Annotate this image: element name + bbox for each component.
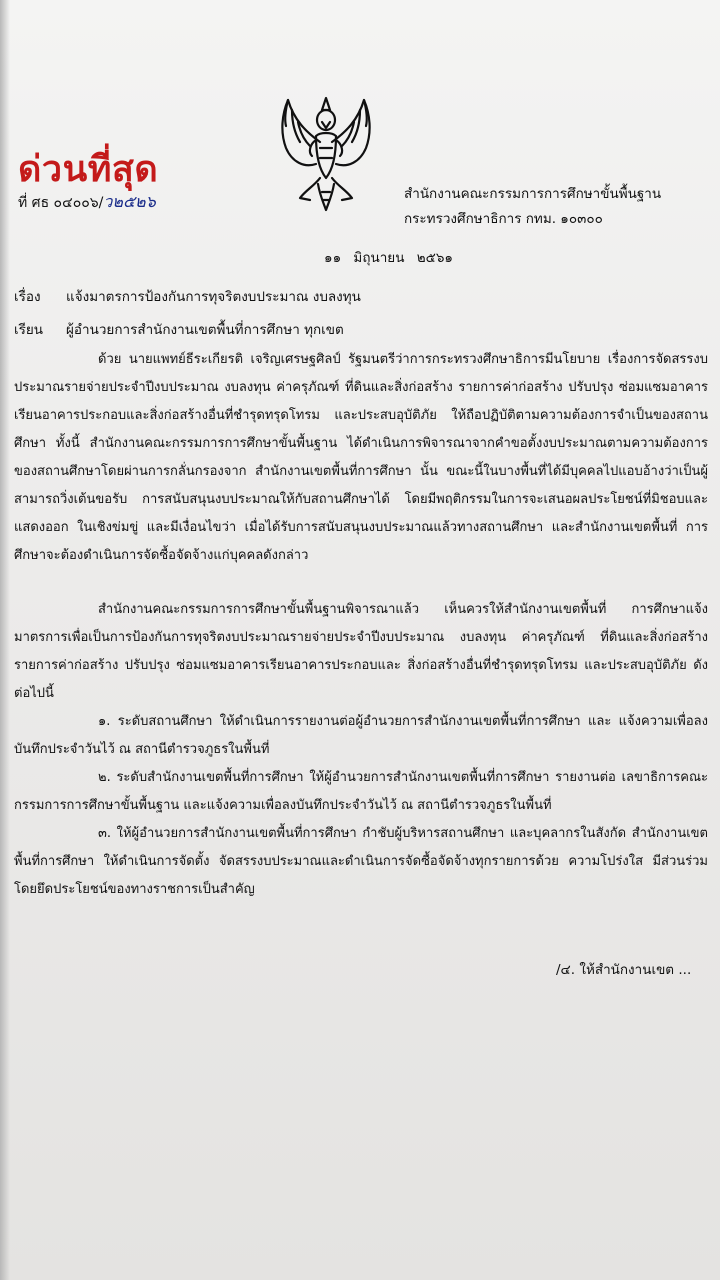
document-number-handwritten: ว๒๕๒๖ [103,192,156,211]
garuda-emblem-icon [270,92,382,212]
recipient-row [14,318,704,340]
issuing-agency [404,182,661,232]
recipient-label: เรียน [14,322,44,338]
subject-label: เรื่อง [14,289,41,305]
recipient-text: ผู้อำนวยการสำนักงานเขตพื้นที่การศึกษา ทุกเขต [66,322,344,338]
list-item: ๑. ระดับสถานศึกษา ให้ดำเนินการรายงานต่อผู้อำนวยการสำนักงานเขตพื้นที่การศึกษา และ แจ้งความเพื่อลงบันทึกประจำวันไว้ ณ สถานีตำรวจภูธรในพื้นที่ [14,714,708,757]
subject-row [14,285,704,307]
document-number [18,190,156,215]
letter-body-2 [14,596,708,708]
subject-text: แจ้งมาตรการป้องกันการทุจริตงบประมาณ งบลงทุน [66,289,361,305]
paragraph-2: สำนักงานคณะกรรมการการศึกษาขั้นพื้นฐานพิจารณาแล้ว เห็นควรให้สำนักงานเขตพื้นที่ การศึกษาแจ้งมาตรการเพื่อเป็นการป้องกันการทุจริตงบประมาณรายจ่ายประจำปีงบประมาณ งบลงทุน ค่าครุภัณฑ์ ที่ดินและสิ่งก่อสร้าง รายการค่าก่อสร้าง ปรับปรุง ซ่อมแซมอาคารเรียนอาคารประกอบและ สิ่งก่อสร้างอื่นที่ชำรุดทรุดโทรม และประสบอุบัติภัย ดังต่อไปนี้ [14,602,708,701]
letter-body [14,346,708,570]
urgency-stamp: ด่วนที่สุด [18,149,159,190]
document-date: ๑๑ มิถุนายน ๒๕๖๑ [324,250,453,266]
list-item: ๓. ให้ผู้อำนวยการสำนักงานเขตพื้นที่การศึกษา กำชับผู้บริหารสถานศึกษา และบุคลากรในสังกัด สำนักงานเขตพื้นที่การศึกษา ให้ดำเนินการจัดตั้ง จัดสรรงบประมาณและดำเนินการจัดซื้อจัดจ้างทุกรายการด้วย ความโปร่งใส มีส่วนร่วมโดยยึดประโยชน์ของทางราชการเป็นสำคัญ [14,826,708,897]
document-number-prefix: ที่ ศธ ๐๔๐๐๖/ [18,195,104,211]
measures-list [14,708,708,904]
paragraph-1: ด้วย นายแพทย์ธีระเกียรติ เจริญเศรษฐศิลป์ รัฐมนตรีว่าการกระทรวงศึกษาธิการมีนโยบาย เรื่องการจัดสรรงบประมาณรายจ่ายประจำปีงบประมาณ งบลงทุน ค่าครุภัณฑ์ ที่ดินและสิ่งก่อสร้าง รายการค่าก่อสร้าง ปรับปรุง ซ่อมแซมอาคารเรียนอาคารประกอบและสิ่งก่อสร้างอื่นที่ชำรุดทรุดโทรม และประสบอุบัติภัย ให้ถือปฏิบัติตามความต้องการจำเป็นของสถานศึกษา ทั้งนี้ สำนักงานคณะกรรมการการศึกษาขั้นพื้นฐาน ได้ดำเนินการพิจารณาจากคำขอตั้งงบประมาณตามความต้องการของสถานศึกษาโดยผ่านการกลั่นกรองจาก สำนักงานเขตพื้นที่การศึกษา นั้น ขณะนี้ในบางพื้นที่ได้มีบุคคลไปแอบอ้างว่าเป็นผู้สามารถวิ่งเต้นขอรับ การสนับสนุนงบประมาณให้กับสถานศึกษาได้ โดยมีพฤติกรรมในการจะเสนอผลประโยชน์ที่มิชอบและแสดงออก ในเชิงข่มขู่ และมีเงื่อนไขว่า เมื่อได้รับการสนับสนุนงบประมาณแล้วทางสถานศึกษา และสำนักงานเขตพื้นที่ การศึกษาจะต้องดำเนินการจัดซื้อจัดจ้างแก่บุคคลดังกล่าว [14,352,708,563]
agency-address: กระทรวงศึกษาธิการ กทม. ๑๐๓๐๐ [404,211,603,227]
agency-name: สำนักงานคณะกรรมการการศึกษาขั้นพื้นฐาน [404,186,662,202]
page-edge-shadow [0,0,10,1280]
continuation-note: /๔. ให้สำนักงานเขต ... [556,962,692,978]
list-item: ๒. ระดับสำนักงานเขตพื้นที่การศึกษา ให้ผู้อำนวยการสำนักงานเขตพื้นที่การศึกษา รายงานต่อ เลขาธิการคณะกรรมการการศึกษาขั้นพื้นฐาน และแจ้งความเพื่อลงบันทึกประจำวันไว้ ณ สถานีตำรวจภูธรในพื้นที่ [14,770,708,813]
